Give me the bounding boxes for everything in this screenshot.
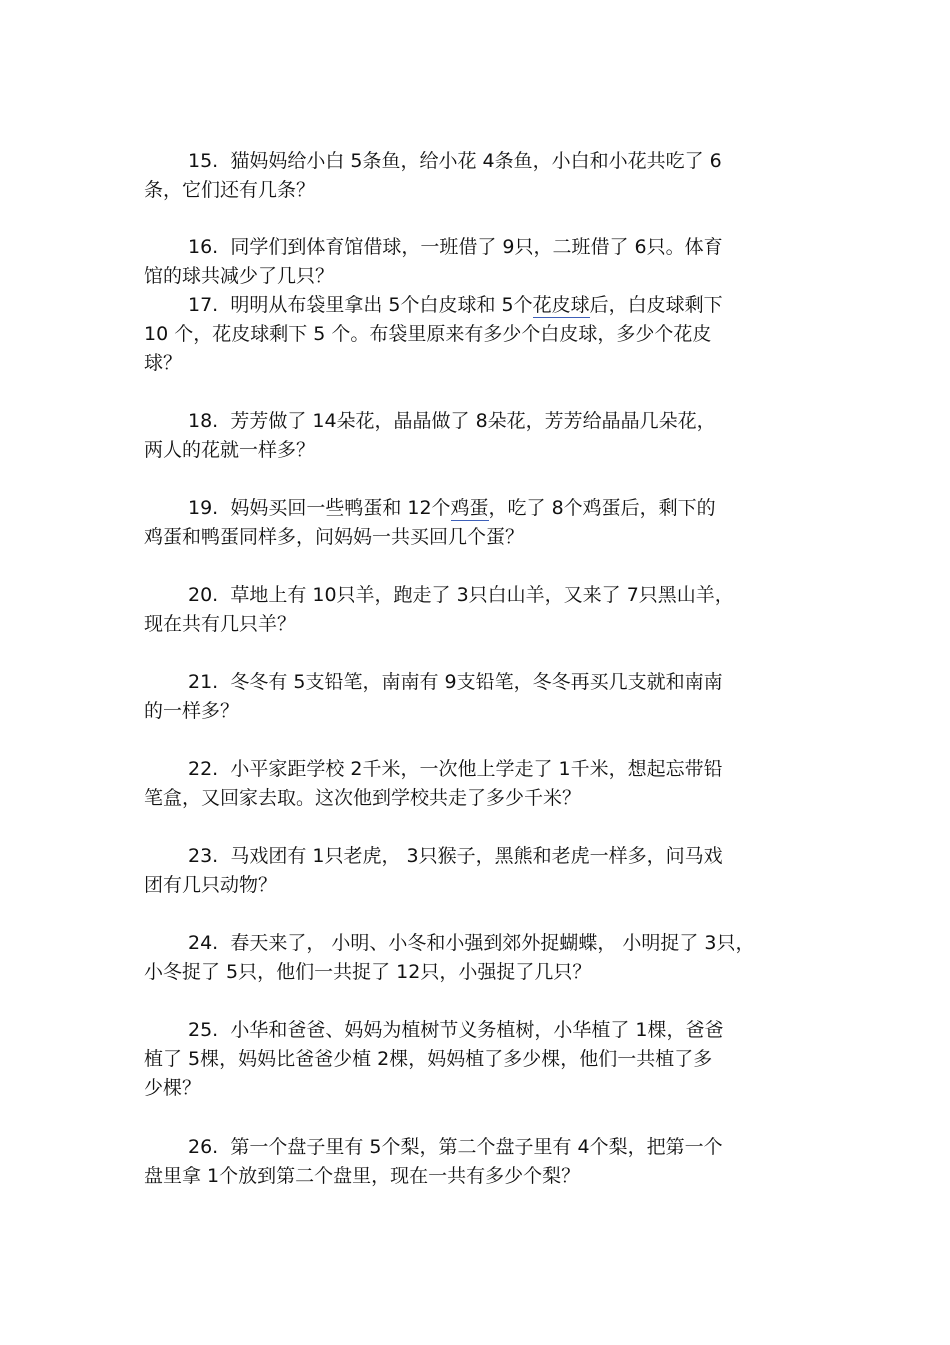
question-number: 23. <box>188 845 219 867</box>
question-text: 同学们到体育馆借球，一班借了 9只，二班借了 6只。体育 <box>230 236 723 258</box>
question-number: 26. <box>188 1136 219 1158</box>
question-number: 24. <box>188 932 219 954</box>
underlined-link[interactable]: 鸡蛋 <box>450 497 489 519</box>
question-20 <box>144 581 824 639</box>
question-text: ，吃了 8个鸡蛋后，剩下的 <box>488 497 716 519</box>
question-text: 植了 5棵，妈妈比爸爸少植 2棵，妈妈植了多少棵，他们一共植了多 <box>144 1048 713 1070</box>
question-text: 团有几只动物？ <box>144 874 278 896</box>
question-text: 春天来了， 小明、小冬和小强到郊外捉蝴蝶， 小明捉了 3只， <box>230 932 755 954</box>
question-16 <box>144 233 824 291</box>
question-number: 16. <box>188 236 219 258</box>
question-text: 芳芳做了 14朵花，晶晶做了 8朵花，芳芳给晶晶几朵花， <box>230 410 716 432</box>
question-text: 明明从布袋里拿出 5个白皮球和 5个 <box>230 294 533 316</box>
question-22 <box>144 755 824 813</box>
question-text: 馆的球共减少了几只？ <box>144 265 335 287</box>
question-text: 猫妈妈给小白 5条鱼，给小花 4条鱼，小白和小花共吃了 6 <box>230 150 722 172</box>
question-19 <box>144 494 824 552</box>
question-23 <box>144 842 824 900</box>
question-text: 的一样多？ <box>144 700 240 722</box>
question-18 <box>144 407 824 465</box>
question-text: 条，它们还有几条？ <box>144 179 316 201</box>
question-25 <box>144 1016 824 1103</box>
question-number: 20. <box>188 584 219 606</box>
question-number: 22. <box>188 758 219 780</box>
question-26 <box>144 1133 824 1191</box>
question-text: 现在共有几只羊？ <box>144 613 297 635</box>
underlined-link[interactable]: 花皮球 <box>532 294 590 316</box>
question-text: 小冬捉了 5只，他们一共捉了 12只，小强捉了几只？ <box>144 961 592 983</box>
question-text: 盘里拿 1个放到第二个盘里，现在一共有多少个梨？ <box>144 1165 581 1187</box>
question-number: 15. <box>188 150 219 172</box>
question-text: 第一个盘子里有 5个梨，第二个盘子里有 4个梨，把第一个 <box>230 1136 723 1158</box>
question-15 <box>144 147 824 205</box>
question-text: 后，白皮球剩下 <box>589 294 723 316</box>
question-text: 小华和爸爸、妈妈为植树节义务植树，小华植了 1棵，爸爸 <box>230 1019 724 1041</box>
question-21 <box>144 668 824 726</box>
question-text: 球？ <box>144 352 183 374</box>
question-17 <box>144 291 824 378</box>
question-number: 18. <box>188 410 219 432</box>
question-text: 笔盒，又回家去取。这次他到学校共走了多少千米？ <box>144 787 582 809</box>
question-text: 妈妈买回一些鸭蛋和 12个 <box>230 497 451 519</box>
question-number: 25. <box>188 1019 219 1041</box>
question-number: 17. <box>188 294 219 316</box>
question-text: 10 个，花皮球剩下 5 个。布袋里原来有多少个白皮球，多少个花皮 <box>144 323 712 345</box>
question-24 <box>144 929 824 987</box>
question-text: 少棵？ <box>144 1077 202 1099</box>
question-number: 19. <box>188 497 219 519</box>
question-text: 两人的花就一样多？ <box>144 439 316 461</box>
question-text: 鸡蛋和鸭蛋同样多，问妈妈一共买回几个蛋？ <box>144 526 525 548</box>
question-text: 马戏团有 1只老虎， 3只猴子，黑熊和老虎一样多，问马戏 <box>230 845 723 867</box>
question-text: 小平家距学校 2千米，一次他上学走了 1千米，想起忘带铅 <box>230 758 723 780</box>
question-number: 21. <box>188 671 219 693</box>
question-text: 冬冬有 5支铅笔，南南有 9支铅笔，冬冬再买几支就和南南 <box>230 671 723 693</box>
question-text: 草地上有 10只羊，跑走了 3只白山羊，又来了 7只黑山羊， <box>230 584 734 606</box>
